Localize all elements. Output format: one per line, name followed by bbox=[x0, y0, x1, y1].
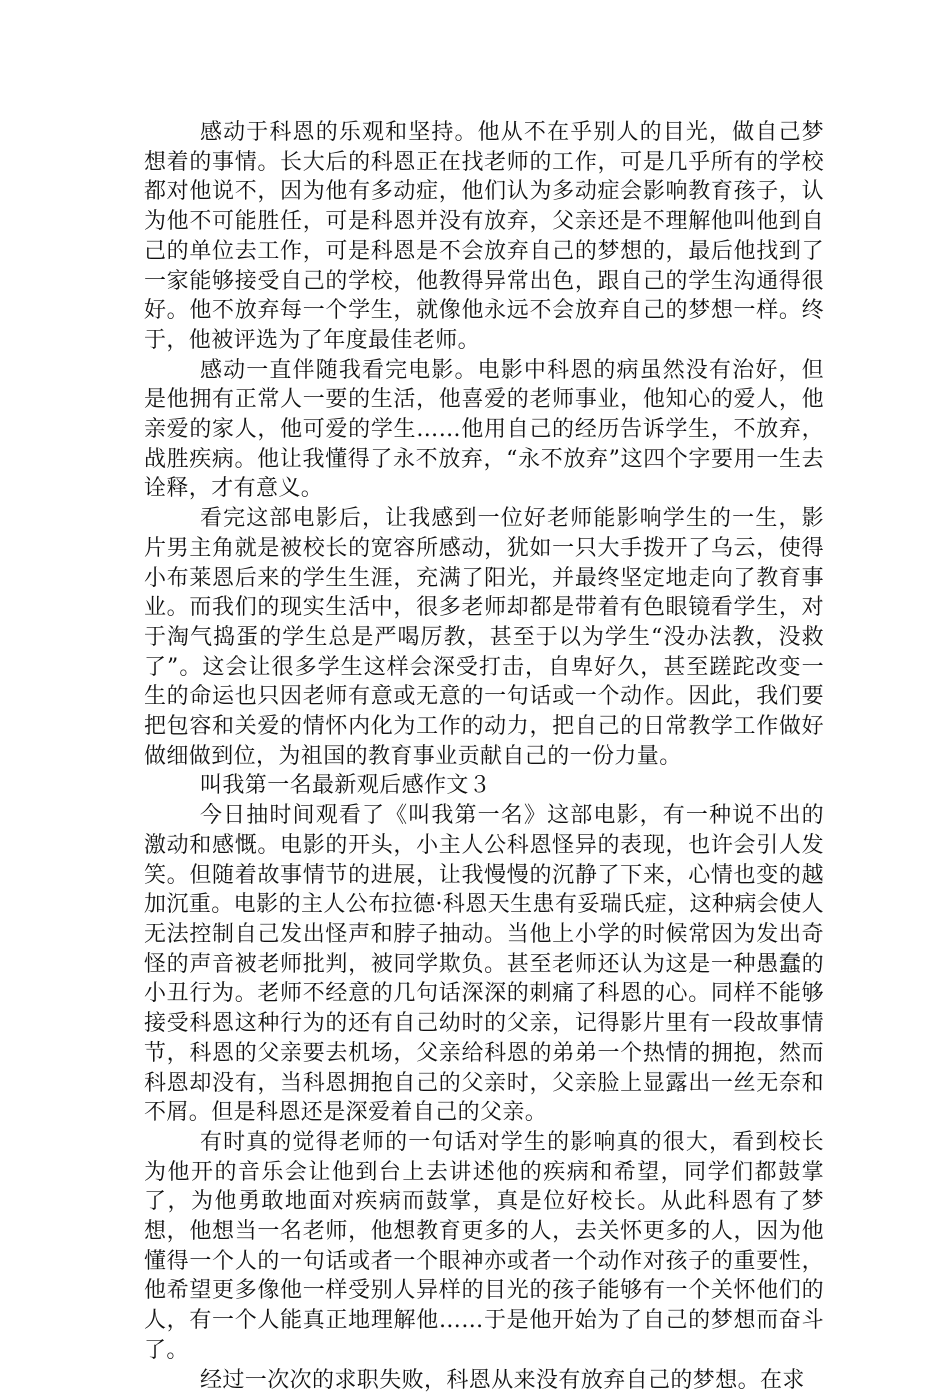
paragraph-1: 感动于科恩的乐观和坚持。他从不在乎别人的目光，做自己梦想着的事情。长大后的科恩正在找老师的工作，可是几乎所有的学校都对他说不，因为他有多动症，他们认为多动症会影响教育孩子，认为他不可能胜任，可是科恩并没有放弃，父亲还是不理解他叫他到自己的单位去工作，可是科恩是不会放弃自己的梦想的，最后他找到了一家能够接受自己的学校，他教得异常出色，跟自己的学生沟通得很好。他不放弃每一个学生，就像他永远不会放弃自己的梦想一样。终于，他被评选为了年度最佳老师。 bbox=[144, 120, 824, 353]
paragraph-5: 有时真的觉得老师的一句话对学生的影响真的很大，看到校长为他开的音乐会让他到台上去讲述他的疾病和希望，同学们都鼓掌了，为他勇敢地面对疾病而鼓掌，真是位好校长。从此科恩有了梦想，他想当一名老师，他想教育更多的人，去关怀更多的人，因为他懂得一个人的一句话或者一个眼神亦或者一个动作对孩子的重要性，他希望更多像他一样受别人异样的目光的孩子能够有一个关怀他们的人，有一个人能真正地理解他……于是他开始为了自己的梦想而奋斗了。 bbox=[144, 1129, 824, 1363]
paragraph-6: 经过一次次的求职失败，科恩从来没有放弃自己的梦想。在求 bbox=[200, 1367, 805, 1393]
section-heading: 叫我第一名最新观后感作文３ bbox=[200, 773, 492, 799]
document-page bbox=[144, 118, 824, 1395]
paragraph-2: 感动一直伴随我看完电影。电影中科恩的病虽然没有治好，但是他拥有正常人一要的生活，他喜爱的老师事业，他知心的爱人，他亲爱的家人，他可爱的学生……他用自己的经历告诉学生，不放弃，战胜疾病。他让我懂得了永不放弃，“永不放弃”这四个字要用一生去诠释，才有意义。 bbox=[144, 357, 824, 502]
paragraph-3: 看完这部电影后，让我感到一位好老师能影响学生的一生，影片男主角就是被校长的宽容所感动，犹如一只大手拨开了乌云，使得小布莱恩后来的学生生涯，充满了阳光，并最终坚定地走向了教育事业。而我们的现实生活中，很多老师却都是带着有色眼镜看学生，对于淘气捣蛋的学生总是严喝厉教，甚至于以为学生“没办法教，没救了”。这会让很多学生这样会深受打击，自卑好久，甚至蹉跎改变一生的命运也只因老师有意或无意的一句话或一个动作。因此，我们要把包容和关爱的情怀内化为工作的动力，把自己的日常教学工作做好做细做到位，为祖国的教育事业贡献自己的一份力量。 bbox=[144, 506, 824, 769]
paragraph-4: 今日抽时间观看了《叫我第一名》这部电影，有一种说不出的激动和感慨。电影的开头，小主人公科恩怪异的表现，也许会引人发笑。但随着故事情节的进展，让我慢慢的沉静了下来，心情也变的越加沉重。电影的主人公布拉德·科恩天生患有妥瑞氏症，这种病会使人无法控制自己发出怪声和脖子抽动。当他上小学的时候常因为发出奇怪的声音被老师批判，被同学欺负。甚至老师还认为这是一种愚蠢的小丑行为。老师不经意的几句话深深的刺痛了科恩的心。同样不能够接受科恩这种行为的还有自己幼时的父亲，记得影片里有一段故事情节，科恩的父亲要去机场，父亲给科恩的弟弟一个热情的拥抱，然而科恩却没有，当科恩拥抱自己的父亲时，父亲脸上显露出一丝无奈和不屑。但是科恩还是深爱着自己的父亲。 bbox=[144, 803, 824, 1126]
